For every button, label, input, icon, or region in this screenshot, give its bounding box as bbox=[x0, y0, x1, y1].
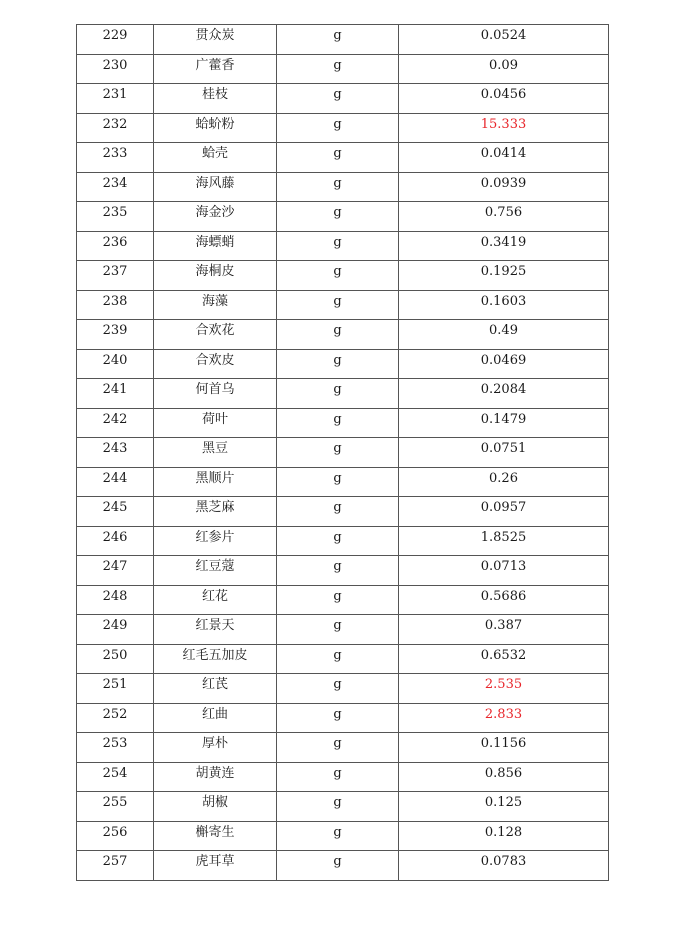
table-row bbox=[77, 703, 609, 733]
table-body bbox=[77, 25, 609, 881]
unit-cell: g bbox=[277, 349, 399, 379]
row-number-cell: 249 bbox=[77, 615, 154, 645]
table-row bbox=[77, 408, 609, 438]
unit-cell: g bbox=[277, 231, 399, 261]
value-cell: 0.6532 bbox=[399, 644, 609, 674]
table-row bbox=[77, 821, 609, 851]
row-number-cell: 255 bbox=[77, 792, 154, 822]
item-name-cell: 红曲 bbox=[154, 703, 277, 733]
unit-cell: g bbox=[277, 438, 399, 468]
row-number-cell: 242 bbox=[77, 408, 154, 438]
item-name-cell: 合欢花 bbox=[154, 320, 277, 350]
table-row bbox=[77, 585, 609, 615]
row-number-cell: 256 bbox=[77, 821, 154, 851]
row-number-cell: 254 bbox=[77, 762, 154, 792]
table-row bbox=[77, 349, 609, 379]
table-row bbox=[77, 320, 609, 350]
table-row bbox=[77, 143, 609, 173]
unit-cell: g bbox=[277, 644, 399, 674]
row-number-cell: 252 bbox=[77, 703, 154, 733]
unit-cell: g bbox=[277, 113, 399, 143]
value-cell: 1.8525 bbox=[399, 526, 609, 556]
item-name-cell: 蛤蚧粉 bbox=[154, 113, 277, 143]
item-name-cell: 虎耳草 bbox=[154, 851, 277, 881]
value-cell: 0.0783 bbox=[399, 851, 609, 881]
table-row bbox=[77, 113, 609, 143]
row-number-cell: 232 bbox=[77, 113, 154, 143]
item-name-cell: 蛤壳 bbox=[154, 143, 277, 173]
row-number-cell: 246 bbox=[77, 526, 154, 556]
item-name-cell: 合欢皮 bbox=[154, 349, 277, 379]
value-cell: 0.128 bbox=[399, 821, 609, 851]
value-cell: 0.856 bbox=[399, 762, 609, 792]
table-row bbox=[77, 467, 609, 497]
value-cell: 0.1156 bbox=[399, 733, 609, 763]
value-cell: 0.0414 bbox=[399, 143, 609, 173]
row-number-cell: 235 bbox=[77, 202, 154, 232]
unit-cell: g bbox=[277, 821, 399, 851]
value-cell: 0.0957 bbox=[399, 497, 609, 527]
item-name-cell: 桂枝 bbox=[154, 84, 277, 114]
row-number-cell: 237 bbox=[77, 261, 154, 291]
unit-cell: g bbox=[277, 54, 399, 84]
unit-cell: g bbox=[277, 792, 399, 822]
table-row bbox=[77, 290, 609, 320]
unit-cell: g bbox=[277, 84, 399, 114]
row-number-cell: 234 bbox=[77, 172, 154, 202]
item-name-cell: 红参片 bbox=[154, 526, 277, 556]
row-number-cell: 238 bbox=[77, 290, 154, 320]
item-name-cell: 海桐皮 bbox=[154, 261, 277, 291]
item-name-cell: 海藻 bbox=[154, 290, 277, 320]
row-number-cell: 240 bbox=[77, 349, 154, 379]
table-row bbox=[77, 379, 609, 409]
value-cell: 0.09 bbox=[399, 54, 609, 84]
unit-cell: g bbox=[277, 467, 399, 497]
item-name-cell: 红毛五加皮 bbox=[154, 644, 277, 674]
unit-cell: g bbox=[277, 172, 399, 202]
value-cell: 0.387 bbox=[399, 615, 609, 645]
item-name-cell: 红豆蔻 bbox=[154, 556, 277, 586]
row-number-cell: 243 bbox=[77, 438, 154, 468]
value-cell: 0.0469 bbox=[399, 349, 609, 379]
row-number-cell: 247 bbox=[77, 556, 154, 586]
row-number-cell: 244 bbox=[77, 467, 154, 497]
unit-cell: g bbox=[277, 556, 399, 586]
unit-cell: g bbox=[277, 703, 399, 733]
value-cell: 0.0751 bbox=[399, 438, 609, 468]
item-name-cell: 胡椒 bbox=[154, 792, 277, 822]
table-row bbox=[77, 261, 609, 291]
table-row bbox=[77, 231, 609, 261]
unit-cell: g bbox=[277, 733, 399, 763]
row-number-cell: 257 bbox=[77, 851, 154, 881]
item-name-cell: 红花 bbox=[154, 585, 277, 615]
row-number-cell: 230 bbox=[77, 54, 154, 84]
table-row bbox=[77, 172, 609, 202]
table-row bbox=[77, 674, 609, 704]
table-row bbox=[77, 615, 609, 645]
item-name-cell: 槲寄生 bbox=[154, 821, 277, 851]
item-name-cell: 黑豆 bbox=[154, 438, 277, 468]
unit-cell: g bbox=[277, 143, 399, 173]
unit-cell: g bbox=[277, 261, 399, 291]
value-cell: 0.0713 bbox=[399, 556, 609, 586]
unit-cell: g bbox=[277, 762, 399, 792]
unit-cell: g bbox=[277, 497, 399, 527]
value-cell: 0.1925 bbox=[399, 261, 609, 291]
value-cell: 2.833 bbox=[399, 703, 609, 733]
value-cell: 0.1603 bbox=[399, 290, 609, 320]
value-cell: 0.0524 bbox=[399, 25, 609, 55]
value-cell: 0.125 bbox=[399, 792, 609, 822]
item-name-cell: 荷叶 bbox=[154, 408, 277, 438]
value-cell: 0.5686 bbox=[399, 585, 609, 615]
row-number-cell: 250 bbox=[77, 644, 154, 674]
table-row bbox=[77, 792, 609, 822]
unit-cell: g bbox=[277, 290, 399, 320]
item-name-cell: 广藿香 bbox=[154, 54, 277, 84]
value-cell: 15.333 bbox=[399, 113, 609, 143]
item-name-cell: 海螵蛸 bbox=[154, 231, 277, 261]
value-cell: 2.535 bbox=[399, 674, 609, 704]
item-name-cell: 厚朴 bbox=[154, 733, 277, 763]
table-row bbox=[77, 556, 609, 586]
table-row bbox=[77, 733, 609, 763]
unit-cell: g bbox=[277, 320, 399, 350]
value-cell: 0.0456 bbox=[399, 84, 609, 114]
item-name-cell: 红芪 bbox=[154, 674, 277, 704]
unit-cell: g bbox=[277, 585, 399, 615]
unit-cell: g bbox=[277, 379, 399, 409]
unit-cell: g bbox=[277, 851, 399, 881]
row-number-cell: 253 bbox=[77, 733, 154, 763]
value-cell: 0.756 bbox=[399, 202, 609, 232]
row-number-cell: 231 bbox=[77, 84, 154, 114]
row-number-cell: 248 bbox=[77, 585, 154, 615]
item-name-cell: 贯众炭 bbox=[154, 25, 277, 55]
table-row bbox=[77, 25, 609, 55]
table-row bbox=[77, 84, 609, 114]
value-cell: 0.2084 bbox=[399, 379, 609, 409]
table-row bbox=[77, 526, 609, 556]
table-row bbox=[77, 54, 609, 84]
row-number-cell: 239 bbox=[77, 320, 154, 350]
table-row bbox=[77, 202, 609, 232]
item-name-cell: 海金沙 bbox=[154, 202, 277, 232]
value-cell: 0.49 bbox=[399, 320, 609, 350]
value-cell: 0.26 bbox=[399, 467, 609, 497]
row-number-cell: 229 bbox=[77, 25, 154, 55]
item-name-cell: 胡黄连 bbox=[154, 762, 277, 792]
value-cell: 0.1479 bbox=[399, 408, 609, 438]
value-cell: 0.3419 bbox=[399, 231, 609, 261]
row-number-cell: 245 bbox=[77, 497, 154, 527]
table-row bbox=[77, 438, 609, 468]
row-number-cell: 251 bbox=[77, 674, 154, 704]
row-number-cell: 241 bbox=[77, 379, 154, 409]
unit-cell: g bbox=[277, 615, 399, 645]
item-name-cell: 海风藤 bbox=[154, 172, 277, 202]
item-name-cell: 红景天 bbox=[154, 615, 277, 645]
row-number-cell: 236 bbox=[77, 231, 154, 261]
unit-cell: g bbox=[277, 674, 399, 704]
table-row bbox=[77, 644, 609, 674]
item-name-cell: 何首乌 bbox=[154, 379, 277, 409]
unit-cell: g bbox=[277, 202, 399, 232]
table-row bbox=[77, 497, 609, 527]
item-name-cell: 黑顺片 bbox=[154, 467, 277, 497]
table-row bbox=[77, 762, 609, 792]
item-name-cell: 黑芝麻 bbox=[154, 497, 277, 527]
row-number-cell: 233 bbox=[77, 143, 154, 173]
unit-cell: g bbox=[277, 408, 399, 438]
unit-cell: g bbox=[277, 25, 399, 55]
value-cell: 0.0939 bbox=[399, 172, 609, 202]
unit-cell: g bbox=[277, 526, 399, 556]
price-table bbox=[76, 24, 609, 881]
table-row bbox=[77, 851, 609, 881]
